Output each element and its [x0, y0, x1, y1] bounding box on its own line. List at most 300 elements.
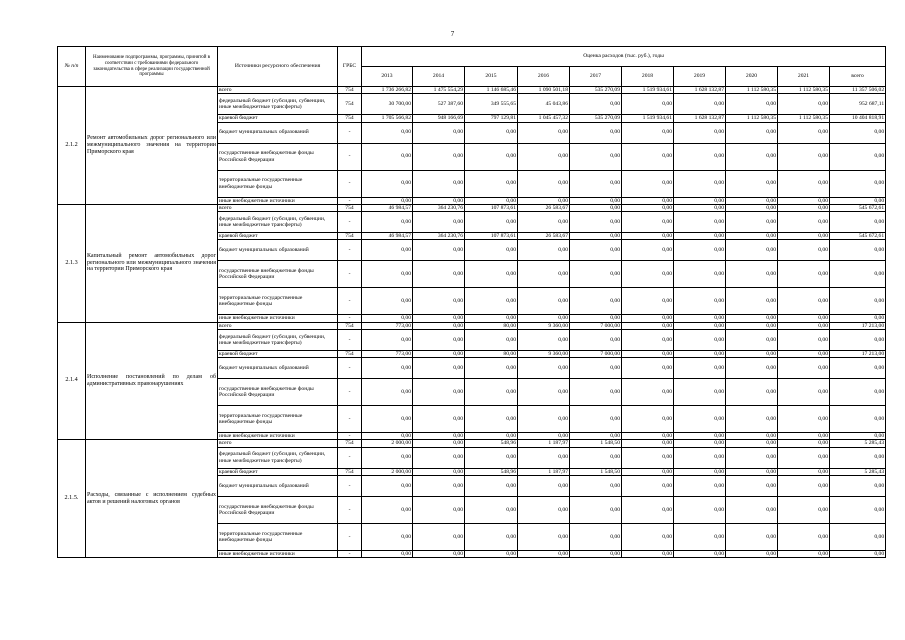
amount-cell: 0,00: [465, 406, 518, 433]
amount-cell: 0,00: [518, 358, 570, 379]
funding-source: краевой бюджет: [218, 233, 338, 240]
amount-cell: 0,00: [726, 475, 778, 496]
amount-cell: 0,00: [362, 496, 413, 523]
amount-cell: 548,96: [465, 468, 518, 475]
table-row: [58, 87, 886, 94]
funding-source: иные внебюджетные источники: [218, 433, 338, 440]
amount-cell: 0,00: [362, 379, 413, 406]
header-name: Наименование подпрограммы, программы, принятой в соответствии с требованиями федерального законодательства в сфере реализации государственной программы: [86, 47, 218, 87]
funding-source: государственные внебюджетные фонды Российской Федерации: [218, 261, 338, 288]
amount-cell: 0,00: [674, 406, 726, 433]
amount-cell: 0,00: [726, 233, 778, 240]
amount-cell: 0,00: [622, 329, 674, 350]
amount-cell: 349 555,65: [465, 94, 518, 115]
funding-source: территориальные государственные внебюджетные фонды: [218, 406, 338, 433]
amount-cell: 0,00: [413, 122, 465, 143]
unit-name: Расходы, связанные с исполнением судебных актов и решений налоговых органов: [86, 440, 218, 558]
amount-cell: 0,00: [570, 240, 622, 261]
amount-cell: 1 090 501,18: [518, 87, 570, 94]
amount-cell: 0,00: [726, 468, 778, 475]
amount-cell: 0,00: [778, 329, 830, 350]
funding-source: краевой бюджет: [218, 350, 338, 357]
amount-cell: 0,00: [778, 496, 830, 523]
amount-cell: 0,00: [778, 288, 830, 315]
amount-cell: 0,00: [465, 261, 518, 288]
amount-cell: 0,00: [622, 122, 674, 143]
amount-cell: 0,00: [465, 447, 518, 468]
amount-cell: 0,00: [778, 261, 830, 288]
amount-cell: 80,00: [465, 322, 518, 329]
header-year: 2021: [778, 67, 830, 87]
amount-cell: 0,00: [778, 204, 830, 211]
amount-cell: 0,00: [518, 447, 570, 468]
funding-source: иные внебюджетные источники: [218, 315, 338, 322]
amount-cell: 0,00: [674, 496, 726, 523]
grbs-code: -: [338, 197, 362, 204]
amount-total: 5 285,43: [830, 468, 886, 475]
amount-cell: 46 984,57: [362, 204, 413, 211]
amount-cell: 0,00: [362, 406, 413, 433]
amount-cell: 0,00: [413, 550, 465, 557]
amount-total: 0,00: [830, 329, 886, 350]
amount-total: 17 213,00: [830, 350, 886, 357]
amount-cell: 26 583,67: [518, 204, 570, 211]
amount-cell: 0,00: [622, 212, 674, 233]
amount-cell: 0,00: [570, 523, 622, 550]
amount-cell: 0,00: [778, 197, 830, 204]
amount-cell: 1 112 580,35: [726, 87, 778, 94]
unit-name: Ремонт автомобильных дорог регионального или межмуниципального значения на территории Приморского края: [86, 87, 218, 205]
amount-cell: 0,00: [570, 447, 622, 468]
amount-total: 0,00: [830, 197, 886, 204]
amount-cell: 0,00: [362, 288, 413, 315]
amount-cell: 0,00: [778, 170, 830, 197]
table-row: [58, 322, 886, 329]
amount-cell: 0,00: [622, 440, 674, 447]
funding-source: государственные внебюджетные фонды Российской Федерации: [218, 143, 338, 170]
amount-cell: 0,00: [674, 468, 726, 475]
amount-cell: 0,00: [570, 433, 622, 440]
amount-total: 0,00: [830, 240, 886, 261]
amount-cell: 0,00: [465, 240, 518, 261]
amount-cell: 0,00: [570, 143, 622, 170]
amount-cell: 1 045 457,32: [518, 115, 570, 122]
amount-cell: 0,00: [465, 170, 518, 197]
amount-cell: 0,00: [518, 475, 570, 496]
amount-cell: 0,00: [622, 197, 674, 204]
amount-cell: 0,00: [778, 94, 830, 115]
funding-source: бюджет муниципальных образований: [218, 358, 338, 379]
amount-cell: 0,00: [518, 212, 570, 233]
amount-cell: 0,00: [674, 433, 726, 440]
amount-cell: 0,00: [726, 122, 778, 143]
amount-cell: 46 984,57: [362, 233, 413, 240]
amount-total: 0,00: [830, 143, 886, 170]
amount-cell: 0,00: [726, 433, 778, 440]
amount-cell: 0,00: [413, 440, 465, 447]
amount-total: 0,00: [830, 496, 886, 523]
amount-cell: 1 628 132,87: [674, 87, 726, 94]
amount-cell: 0,00: [778, 240, 830, 261]
amount-cell: 0,00: [413, 379, 465, 406]
amount-cell: 0,00: [726, 240, 778, 261]
amount-cell: 0,00: [413, 350, 465, 357]
amount-cell: 0,00: [726, 358, 778, 379]
amount-cell: 0,00: [518, 197, 570, 204]
funding-source: всего: [218, 440, 338, 447]
amount-cell: 0,00: [570, 329, 622, 350]
amount-cell: 364 230,76: [413, 204, 465, 211]
grbs-code: 754: [338, 440, 362, 447]
amount-cell: 0,00: [465, 212, 518, 233]
amount-cell: 0,00: [778, 233, 830, 240]
amount-cell: 0,00: [674, 143, 726, 170]
amount-total: 952 687,11: [830, 94, 886, 115]
amount-cell: 0,00: [465, 358, 518, 379]
grbs-code: -: [338, 379, 362, 406]
grbs-code: 754: [338, 350, 362, 357]
amount-cell: 0,00: [778, 550, 830, 557]
amount-cell: 1 187,97: [518, 440, 570, 447]
amount-total: 0,00: [830, 550, 886, 557]
amount-total: 11 357 506,02: [830, 87, 886, 94]
amount-cell: 773,00: [362, 322, 413, 329]
header-source: Источники ресурсного обеспечения: [218, 47, 338, 87]
amount-cell: 0,00: [570, 197, 622, 204]
amount-cell: 0,00: [726, 379, 778, 406]
amount-cell: 0,00: [622, 358, 674, 379]
amount-cell: 535 270,09: [570, 87, 622, 94]
amount-cell: 80,00: [465, 350, 518, 357]
amount-cell: 1 548,50: [570, 440, 622, 447]
funding-source: краевой бюджет: [218, 468, 338, 475]
amount-cell: 0,00: [518, 315, 570, 322]
grbs-code: -: [338, 240, 362, 261]
amount-total: 0,00: [830, 358, 886, 379]
amount-cell: 0,00: [570, 212, 622, 233]
amount-cell: 0,00: [362, 523, 413, 550]
amount-cell: 0,00: [622, 170, 674, 197]
amount-cell: 0,00: [726, 212, 778, 233]
amount-cell: 0,00: [726, 261, 778, 288]
amount-cell: 0,00: [622, 379, 674, 406]
amount-cell: 0,00: [570, 94, 622, 115]
amount-cell: 1 475 554,29: [413, 87, 465, 94]
header-year: 2014: [413, 67, 465, 87]
amount-cell: 0,00: [674, 550, 726, 557]
amount-cell: 0,00: [570, 122, 622, 143]
amount-cell: 0,00: [726, 406, 778, 433]
funding-source: федеральный бюджет (субсидии, субвенции, иные межбюджетные трансферты): [218, 212, 338, 233]
amount-cell: 0,00: [674, 261, 726, 288]
amount-cell: 0,00: [518, 122, 570, 143]
amount-cell: 1 112 580,35: [726, 115, 778, 122]
unit-code: 2.1.4: [58, 322, 86, 440]
table-row: [58, 440, 886, 447]
amount-cell: 0,00: [622, 496, 674, 523]
amount-cell: 0,00: [518, 379, 570, 406]
amount-cell: 0,00: [674, 170, 726, 197]
amount-cell: 0,00: [726, 197, 778, 204]
amount-cell: 0,00: [570, 204, 622, 211]
page-number: 7: [450, 30, 455, 38]
header-year: 2020: [726, 67, 778, 87]
amount-cell: 0,00: [570, 315, 622, 322]
funding-source: бюджет муниципальных образований: [218, 240, 338, 261]
grbs-code: -: [338, 143, 362, 170]
amount-cell: 0,00: [726, 550, 778, 557]
amount-cell: 0,00: [518, 288, 570, 315]
amount-cell: 45 043,86: [518, 94, 570, 115]
grbs-code: 754: [338, 468, 362, 475]
amount-cell: 0,00: [726, 322, 778, 329]
amount-cell: 1 146 685,46: [465, 87, 518, 94]
amount-cell: 0,00: [413, 143, 465, 170]
amount-cell: 0,00: [362, 329, 413, 350]
amount-cell: 0,00: [674, 447, 726, 468]
funding-source: государственные внебюджетные фонды Российской Федерации: [218, 496, 338, 523]
amount-cell: 26 583,67: [518, 233, 570, 240]
amount-cell: 107 873,61: [465, 233, 518, 240]
amount-cell: 0,00: [518, 240, 570, 261]
amount-cell: 0,00: [674, 240, 726, 261]
amount-cell: 0,00: [518, 433, 570, 440]
amount-total: 0,00: [830, 288, 886, 315]
amount-cell: 0,00: [778, 523, 830, 550]
grbs-code: 754: [338, 322, 362, 329]
amount-cell: 0,00: [622, 475, 674, 496]
amount-cell: 0,00: [570, 406, 622, 433]
amount-total: 17 213,00: [830, 322, 886, 329]
amount-cell: 0,00: [362, 212, 413, 233]
amount-cell: 0,00: [778, 350, 830, 357]
amount-cell: 0,00: [726, 143, 778, 170]
funding-source: всего: [218, 322, 338, 329]
amount-cell: 0,00: [465, 433, 518, 440]
amount-cell: 0,00: [726, 496, 778, 523]
funding-source: всего: [218, 87, 338, 94]
amount-total: 545 672,61: [830, 204, 886, 211]
grbs-code: 754: [338, 115, 362, 122]
header-estimate: Оценка расходов (тыс. руб.), годы: [362, 47, 886, 67]
amount-cell: 0,00: [622, 204, 674, 211]
header-year: 2015: [465, 67, 518, 87]
amount-cell: 0,00: [726, 350, 778, 357]
amount-cell: 0,00: [465, 143, 518, 170]
amount-cell: 0,00: [674, 122, 726, 143]
amount-cell: 0,00: [778, 212, 830, 233]
amount-cell: 0,00: [622, 468, 674, 475]
amount-cell: 0,00: [674, 322, 726, 329]
amount-cell: 364 230,76: [413, 233, 465, 240]
grbs-code: -: [338, 122, 362, 143]
amount-cell: 0,00: [362, 122, 413, 143]
amount-cell: 2 000,00: [362, 468, 413, 475]
amount-cell: 0,00: [622, 406, 674, 433]
funding-source: краевой бюджет: [218, 115, 338, 122]
funding-source: территориальные государственные внебюджетные фонды: [218, 523, 338, 550]
amount-cell: 1 519 934,61: [622, 87, 674, 94]
amount-cell: 0,00: [413, 212, 465, 233]
header-grbs: ГРБС: [338, 47, 362, 87]
amount-cell: 107 873,61: [465, 204, 518, 211]
amount-total: 0,00: [830, 447, 886, 468]
amount-cell: 1 112 580,35: [778, 87, 830, 94]
amount-cell: 0,00: [778, 379, 830, 406]
amount-total: 545 672,61: [830, 233, 886, 240]
amount-cell: 0,00: [570, 379, 622, 406]
funding-source: бюджет муниципальных образований: [218, 475, 338, 496]
header-year: 2018: [622, 67, 674, 87]
amount-cell: 0,00: [570, 496, 622, 523]
amount-cell: 9 360,00: [518, 350, 570, 357]
amount-cell: 0,00: [778, 433, 830, 440]
amount-cell: 0,00: [518, 329, 570, 350]
amount-cell: 773,00: [362, 350, 413, 357]
amount-cell: 0,00: [622, 322, 674, 329]
amount-cell: 0,00: [726, 329, 778, 350]
amount-cell: 0,00: [362, 475, 413, 496]
amount-cell: 535 270,09: [570, 115, 622, 122]
amount-cell: 0,00: [518, 406, 570, 433]
amount-cell: 0,00: [570, 288, 622, 315]
amount-cell: 1 705 566,82: [362, 115, 413, 122]
budget-table: [57, 46, 886, 558]
amount-cell: 0,00: [362, 447, 413, 468]
amount-total: 0,00: [830, 406, 886, 433]
amount-total: 0,00: [830, 379, 886, 406]
amount-cell: 0,00: [413, 329, 465, 350]
amount-cell: 0,00: [778, 322, 830, 329]
amount-cell: 0,00: [674, 358, 726, 379]
amount-cell: 0,00: [570, 550, 622, 557]
amount-cell: 0,00: [570, 233, 622, 240]
amount-cell: 0,00: [726, 204, 778, 211]
amount-total: 0,00: [830, 261, 886, 288]
amount-cell: 797 129,81: [465, 115, 518, 122]
amount-cell: 0,00: [674, 315, 726, 322]
amount-cell: 0,00: [674, 523, 726, 550]
amount-cell: 0,00: [413, 358, 465, 379]
funding-source: государственные внебюджетные фонды Российской Федерации: [218, 379, 338, 406]
amount-cell: 0,00: [622, 523, 674, 550]
unit-code: 2.1.5.: [58, 440, 86, 558]
grbs-code: -: [338, 288, 362, 315]
grbs-code: -: [338, 170, 362, 197]
amount-cell: 0,00: [465, 523, 518, 550]
amount-cell: 0,00: [726, 315, 778, 322]
amount-cell: 0,00: [726, 288, 778, 315]
amount-cell: 0,00: [413, 197, 465, 204]
amount-total: 0,00: [830, 523, 886, 550]
grbs-code: 754: [338, 94, 362, 115]
amount-cell: 1 628 132,87: [674, 115, 726, 122]
amount-cell: 9 360,00: [518, 322, 570, 329]
amount-cell: 0,00: [413, 240, 465, 261]
grbs-code: -: [338, 496, 362, 523]
funding-source: федеральный бюджет (субсидии, субвенции, иные межбюджетные трансферты): [218, 329, 338, 350]
amount-cell: 0,00: [674, 94, 726, 115]
amount-cell: 0,00: [413, 315, 465, 322]
amount-cell: 0,00: [570, 170, 622, 197]
amount-cell: 0,00: [570, 261, 622, 288]
funding-source: территориальные государственные внебюджетные фонды: [218, 170, 338, 197]
grbs-code: -: [338, 447, 362, 468]
amount-cell: 0,00: [413, 496, 465, 523]
amount-cell: 7 000,00: [570, 322, 622, 329]
amount-cell: 0,00: [465, 379, 518, 406]
amount-cell: 0,00: [778, 468, 830, 475]
amount-cell: 0,00: [413, 523, 465, 550]
amount-cell: 0,00: [726, 440, 778, 447]
table-body: [58, 87, 886, 558]
header-year: 2016: [518, 67, 570, 87]
amount-cell: 0,00: [518, 261, 570, 288]
amount-cell: 0,00: [726, 94, 778, 115]
amount-total: 0,00: [830, 475, 886, 496]
amount-cell: 0,00: [465, 475, 518, 496]
amount-cell: 0,00: [674, 379, 726, 406]
amount-cell: 0,00: [413, 468, 465, 475]
amount-cell: 0,00: [413, 447, 465, 468]
amount-cell: 0,00: [518, 170, 570, 197]
amount-cell: 0,00: [778, 475, 830, 496]
amount-cell: 0,00: [518, 550, 570, 557]
grbs-code: -: [338, 212, 362, 233]
table-row: [58, 204, 886, 211]
unit-name: Капитальный ремонт автомобильных дорог регионального или межмуниципального значения на территории Приморского края: [86, 204, 218, 322]
header-year: 2013: [362, 67, 413, 87]
amount-cell: 0,00: [570, 475, 622, 496]
amount-cell: 948 166,69: [413, 115, 465, 122]
amount-cell: 7 000,00: [570, 350, 622, 357]
amount-cell: 1 187,97: [518, 468, 570, 475]
amount-cell: 0,00: [778, 143, 830, 170]
funding-source: иные внебюджетные источники: [218, 197, 338, 204]
amount-total: 0,00: [830, 433, 886, 440]
amount-cell: 0,00: [622, 94, 674, 115]
amount-cell: 1 112 580,35: [778, 115, 830, 122]
amount-cell: 0,00: [413, 322, 465, 329]
amount-cell: 0,00: [465, 496, 518, 523]
amount-cell: 0,00: [622, 550, 674, 557]
amount-cell: 0,00: [465, 197, 518, 204]
amount-cell: 0,00: [622, 143, 674, 170]
grbs-code: -: [338, 315, 362, 322]
header-total: всего: [830, 67, 886, 87]
amount-cell: 0,00: [362, 550, 413, 557]
amount-cell: 0,00: [674, 197, 726, 204]
grbs-code: 754: [338, 233, 362, 240]
funding-source: федеральный бюджет (субсидии, субвенции, иные межбюджетные трансферты): [218, 94, 338, 115]
amount-cell: 0,00: [465, 315, 518, 322]
amount-cell: 2 000,00: [362, 440, 413, 447]
header-year: 2017: [570, 67, 622, 87]
amount-total: 0,00: [830, 212, 886, 233]
header-num: № п/п: [58, 47, 86, 87]
amount-cell: 0,00: [674, 233, 726, 240]
amount-cell: 0,00: [413, 475, 465, 496]
amount-cell: 0,00: [726, 523, 778, 550]
amount-cell: 548,96: [465, 440, 518, 447]
amount-cell: 0,00: [778, 122, 830, 143]
amount-cell: 1 736 266,82: [362, 87, 413, 94]
amount-cell: 0,00: [362, 358, 413, 379]
amount-total: 0,00: [830, 122, 886, 143]
amount-cell: 0,00: [778, 358, 830, 379]
amount-total: 5 285,43: [830, 440, 886, 447]
grbs-code: -: [338, 550, 362, 557]
